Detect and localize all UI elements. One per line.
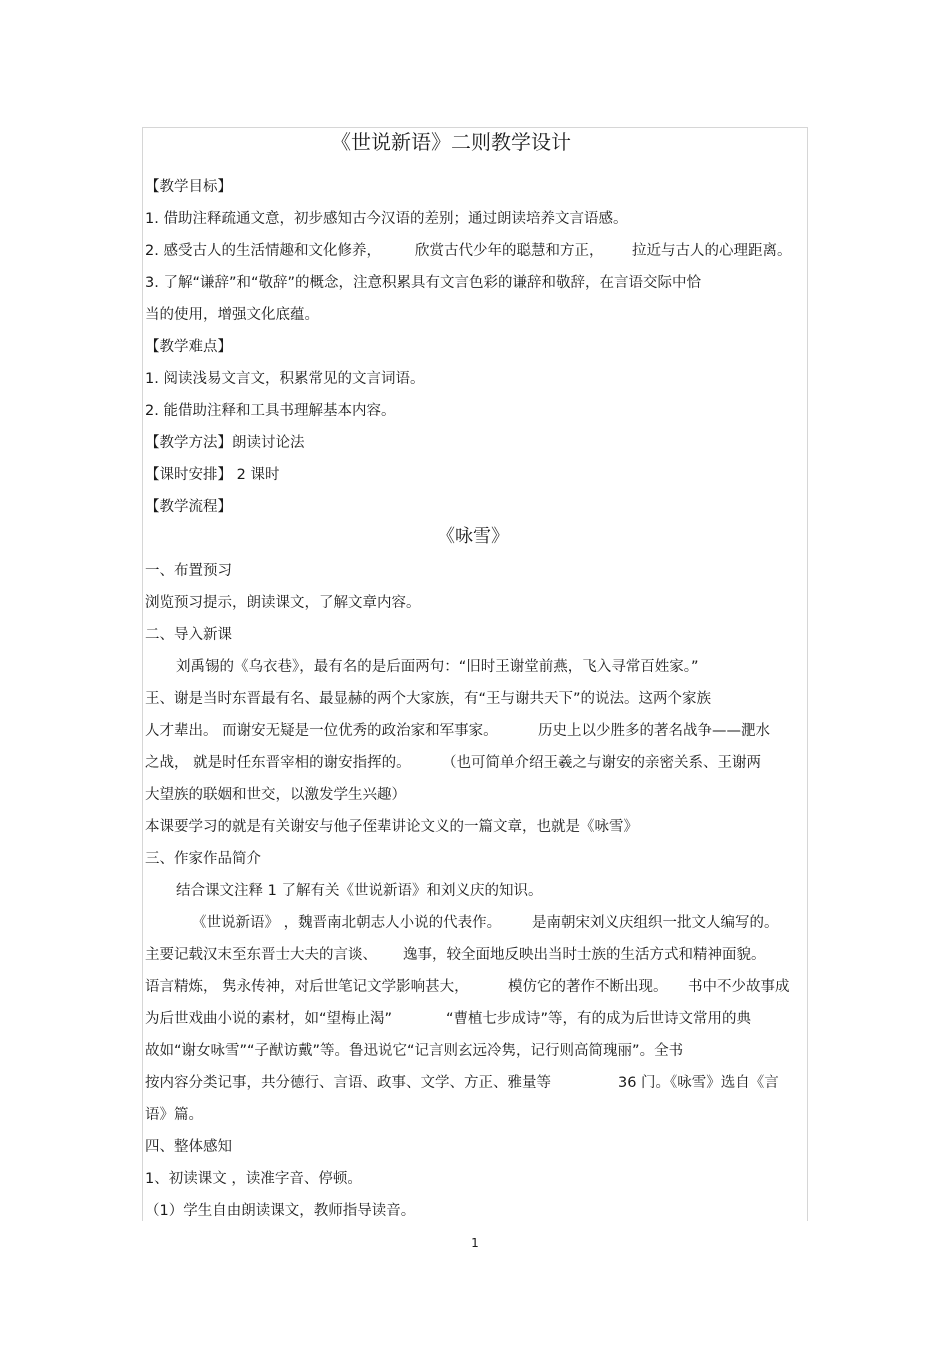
section-3-line-4b: 模仿它的著作不断出现。 — [508, 979, 668, 995]
section-2-line-4a: 之战， 就是时任东晋宰相的谢安指挥的。 — [145, 755, 411, 771]
section-2-line-4b: （也可简单介绍王羲之与谢安的亲密关系、王谢两 — [442, 755, 761, 771]
section-2-line-6: 本课要学习的就是有关谢安与他子侄辈讲论文义的一篇文章，也就是《咏雪》 — [145, 819, 638, 835]
section-3-line-7a: 按内容分类记事，共分德行、言语、政事、文学、方正、雅量等 — [145, 1075, 551, 1091]
goal-2b: 欣赏古代少年的聪慧和方正， — [415, 243, 604, 259]
section-4-line-1: 1、初读课文 ，读准字音、停顿。 — [145, 1171, 362, 1187]
goal-3b: 当的使用，增强文化底蕴。 — [145, 307, 319, 323]
method-line: 【教学方法】朗读讨论法 — [145, 435, 305, 451]
section-3-line-4a: 语言精炼， 隽永传神，对后世笔记文学影响甚大， — [145, 979, 469, 995]
goal-2c: 拉近与古人的心理距离。 — [632, 243, 792, 259]
section-4-line-2: （1）学生自由朗读课文，教师指导读音。 — [145, 1203, 416, 1219]
section-2-line-3b: 历史上以少胜多的著名战争——淝水 — [538, 723, 770, 739]
page-number: 1 — [471, 1236, 479, 1250]
section-2-line-3a: 人才辈出。 而谢安无疑是一位优秀的政治家和军事家。 — [145, 723, 498, 739]
section-2-line-2: 王、谢是当时东晋最有名、最显赫的两个大家族，有“王与谢共天下”的说法。这两个家族 — [145, 691, 712, 707]
goal-3a: 3. 了解“谦辞”和“敬辞”的概念，注意积累具有文言色彩的谦辞和敬辞，在言语交际中恰 — [145, 275, 701, 291]
section-3-line-5a: 为后世戏曲小说的素材，如“望梅止渴” — [145, 1011, 393, 1027]
difficulty-1: 1. 阅读浅易文言文，积累常见的文言词语。 — [145, 371, 425, 387]
goals-heading: 【教学目标】 — [145, 179, 232, 195]
section-2-heading: 二、导入新课 — [145, 627, 232, 643]
section-3-line-4c: 书中不少故事成 — [688, 979, 790, 995]
section-2-line-1: 刘禹锡的《乌衣巷》，最有名的是后面两句：“旧时王谢堂前燕，飞入寻常百姓家。” — [176, 659, 699, 675]
schedule-line: 【课时安排】 2 课时 — [145, 467, 280, 483]
difficulty-2: 2. 能借助注释和工具书理解基本内容。 — [145, 403, 396, 419]
section-3-line-2b: 是南朝宋刘义庆组织一批文人编写的。 — [532, 915, 779, 931]
section-3-line-3a: 主要记载汉末至东晋士大夫的言谈、 — [145, 947, 377, 963]
goal-2a: 2. 感受古人的生活情趣和文化修养， — [145, 243, 381, 259]
section-3-line-6: 故如“谢女咏雪”“子猷访戴”等。鲁迅说它“记言则玄远冷隽，记行则高简瑰丽”。全书 — [145, 1043, 684, 1059]
goal-1: 1. 借助注释疏通文意，初步感知古今汉语的差别；通过朗读培养文言语感。 — [145, 211, 628, 227]
section-3-line-5b: “曹植七步成诗”等，有的成为后世诗文常用的典 — [446, 1011, 752, 1027]
difficulty-heading: 【教学难点】 — [145, 339, 232, 355]
section-1-heading: 一、布置预习 — [145, 563, 232, 579]
section-4-heading: 四、整体感知 — [145, 1139, 232, 1155]
document-title: 《世说新语》二则教学设计 — [331, 130, 571, 154]
section-3-line-8: 语》篇。 — [145, 1107, 203, 1123]
section-3-line-7b: 36 门。《咏雪》选自《言 — [618, 1075, 779, 1091]
process-heading: 【教学流程】 — [145, 499, 232, 515]
section-3-line-1: 结合课文注释 1 了解有关《世说新语》和刘义庆的知识。 — [176, 883, 543, 899]
section-3-line-3b: 逸事，较全面地反映出当时士族的生活方式和精神面貌。 — [403, 947, 766, 963]
section-3-heading: 三、作家作品简介 — [145, 851, 261, 867]
section-1-text: 浏览预习提示，朗读课文，了解文章内容。 — [145, 595, 421, 611]
section-3-line-2a: 《世说新语》 ，魏晋南北朝志人小说的代表作。 — [192, 915, 502, 931]
section-subtitle: 《咏雪》 — [437, 526, 509, 547]
section-2-line-5: 大望族的联姻和世交，以激发学生兴趣） — [145, 787, 406, 803]
